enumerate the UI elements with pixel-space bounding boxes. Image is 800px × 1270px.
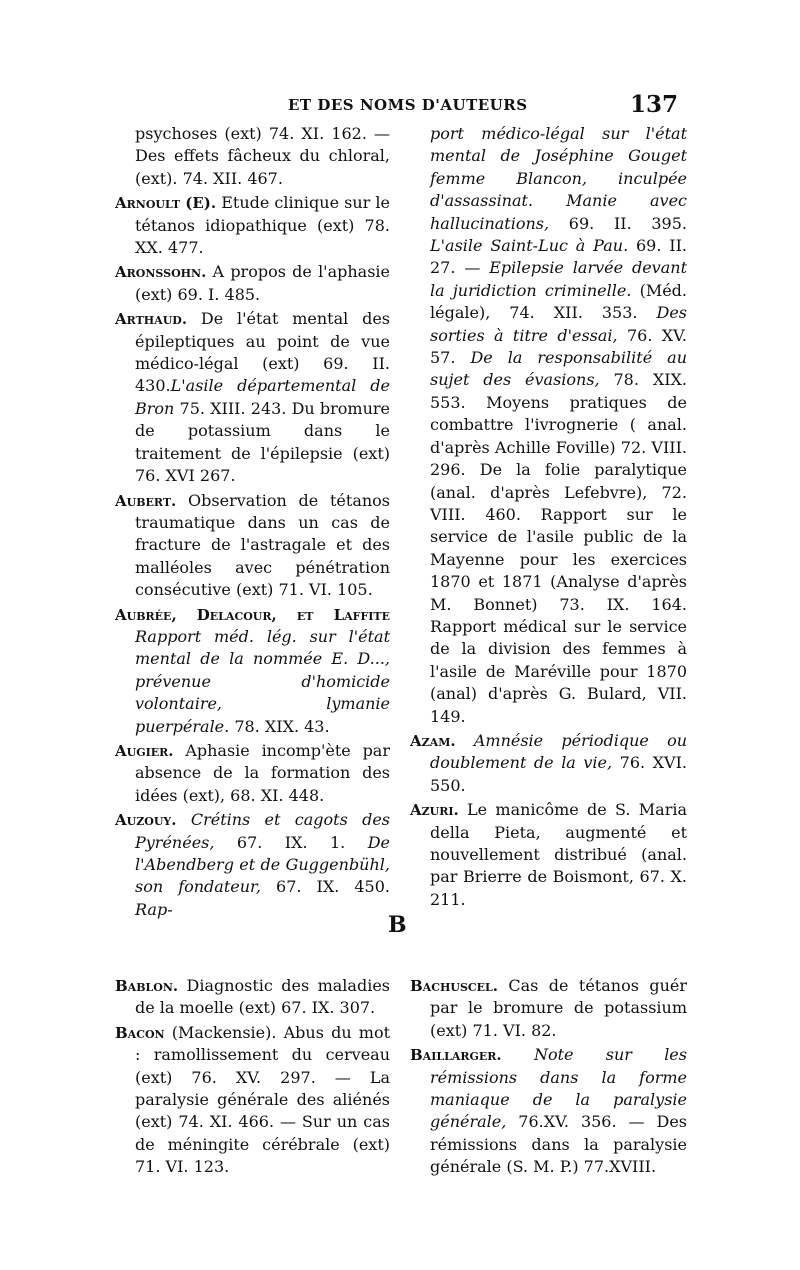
index-column-upper-left (115, 123, 390, 923)
entry-text (456, 731, 474, 750)
entry-text: De l'état mental des épileptiques au point de vue médico-légal (ext) 69. II. 430. (135, 309, 390, 396)
index-column-upper-right (410, 123, 687, 913)
entry-text (502, 1045, 534, 1064)
entry-title: Amnésie périodique ou doublement de la vie, (430, 730, 688, 773)
index-entry (410, 123, 687, 728)
page-header (0, 91, 800, 124)
entry-text: Cas de tétanos guér par le bromure de potassium (ext) 71. VI. 82. (430, 976, 687, 1040)
entry-title: Rapport méd. lég. sur l'état mental de la nommée E. D..., prévenue d'homicide volontaire, lymanie puerpérale. (135, 626, 390, 736)
index-entry (115, 604, 390, 738)
entry-text: Diagnostic des maladies de la moelle (ext) 67. IX. 307. (135, 976, 390, 1018)
entry-title: Des sorties à titre d'essai, (430, 303, 687, 345)
index-entry (115, 490, 390, 602)
index-entry (115, 1022, 390, 1179)
author-name: Arnoult (E). (115, 194, 217, 213)
entry-title: L'asile Saint-Luc à Pau. (430, 236, 629, 256)
index-entry (410, 975, 687, 1042)
author-name: Azam. (410, 731, 456, 750)
section-letter: B (388, 912, 407, 938)
author-name: Aubrée, Delacour, et Laffite (115, 605, 390, 624)
index-column-lower-right (410, 975, 687, 1181)
index-entry (115, 809, 390, 921)
author-name: Azuri. (410, 801, 459, 820)
entry-text: Le manicôme de S. Maria della Pieta, augmenté et nouvellement distribué (anal. par Brierre de Boismont, 67. X. 211. (430, 800, 687, 909)
index-entry (115, 740, 390, 807)
index-entry (410, 1044, 687, 1178)
entry-text (177, 810, 191, 829)
author-name: Bablon. (115, 977, 179, 995)
index-column-lower-left (115, 975, 390, 1181)
entry-text: A propos de l'aphasie (ext) 69. I. 485. (135, 262, 390, 304)
author-name: Bachuscel. (410, 977, 498, 995)
entry-title: L'asile départemental de Bron (135, 376, 390, 418)
entry-text: 67. IX. 1. (214, 832, 368, 852)
index-entry (115, 261, 390, 306)
entry-text: 76.XV. 356. — Des rémissions dans la paralysie générale (S. M. P.) 77.XVIII. (430, 1112, 687, 1177)
entry-title: Note sur les rémissions dans la forme maniaque de la paralysie générale, (430, 1045, 687, 1132)
entry-title: De l'Abendberg et de Guggenbühl, son fondateur, (135, 832, 390, 897)
entry-text: 78. XIX. 43. (229, 716, 330, 736)
author-name: Bacon (115, 1023, 165, 1042)
index-entry (115, 975, 390, 1020)
running-title: ET DES NOMS D'AUTEURS (288, 96, 528, 114)
entry-title: De la responsabilité au sujet des évasions, (430, 348, 687, 390)
author-name: Auzouy. (115, 811, 177, 830)
entry-text: Etude clinique sur le tétanos idiopathique (ext) 78. XX. 477. (135, 193, 391, 258)
author-name: Augier. (115, 741, 174, 760)
entry-text: 69. II. 395. (549, 213, 687, 233)
entry-text: Observation de tétanos traumatique dans un cas de fracture de l'astragale et des malléoles avec pénétration consécutive (ext) 71. VI. 105. (135, 490, 390, 600)
entry-title: Crétins et cagots des Pyrénées, (135, 810, 390, 852)
entry-text: 75. XIII. 243. Du bromure de potassium dans le traitement de l'épilepsie (ext) 76. XVI 267. (135, 398, 390, 486)
entry-text: 76. XVI. 550. (430, 753, 688, 795)
author-name: Aubert. (115, 491, 177, 510)
index-entry (115, 123, 390, 190)
index-entry (115, 308, 390, 487)
entry-text: (Méd. légale), 74. XII. 353. (430, 280, 687, 323)
entry-text: 67. IX. 450. (261, 877, 390, 897)
entry-text: 69. II. 27. — (430, 236, 687, 278)
page-number: 137 (630, 91, 679, 118)
author-name: Baillarger. (410, 1046, 502, 1065)
entry-text: Aphasie incomp'ète par absence de la formation des idées (ext), 68. XI. 448. (135, 740, 390, 805)
index-entry (410, 799, 687, 911)
index-entry (115, 192, 390, 259)
author-name: Aronssohn. (115, 263, 207, 282)
entry-text: 76. XV. 57. (430, 325, 687, 368)
entry-text: 78. XIX. 553. Moyens pratiques de combattre l'ivrognerie ( anal. d'après Achille Foville) 72. VIII. 296. De la folie paralytique (anal. d'après Lefebvre), 72. VIII. 460. Rapport sur le service de l'asile public de la Mayenne pour les exercices 1870 et 1871 (Analyse d'après M. Bonnet) 73. IX. 164. Rapport médical sur le service de la division des femmes à l'asile de Maréville pour 1870 (anal) d'après G. Bulard, VII. 149. (430, 370, 687, 726)
entry-title: Epilepsie larvée devant la juridiction criminelle. (430, 258, 687, 300)
entry-title: Rap- (135, 899, 173, 919)
author-name: Arthaud. (115, 310, 188, 329)
index-entry (410, 730, 687, 797)
entry-text: psychoses (ext) 74. XI. 162. — Des effets fâcheux du chloral, (ext). 74. XII. 467. (135, 124, 390, 188)
entry-title: port médico-légal sur l'état mental de Joséphine Gouget femme Blancon, inculpée d'assassinat. Manie avec hallucinations, (430, 124, 687, 233)
entry-text: (Mackensie). Abus du mot : ramollissement du cerveau (ext) 76. XV. 297. — La paralysie générale des aliénés (ext) 74. XI. 466. — Sur un cas de méningite cérébrale (ext) 71. VI. 123. (135, 1022, 390, 1177)
